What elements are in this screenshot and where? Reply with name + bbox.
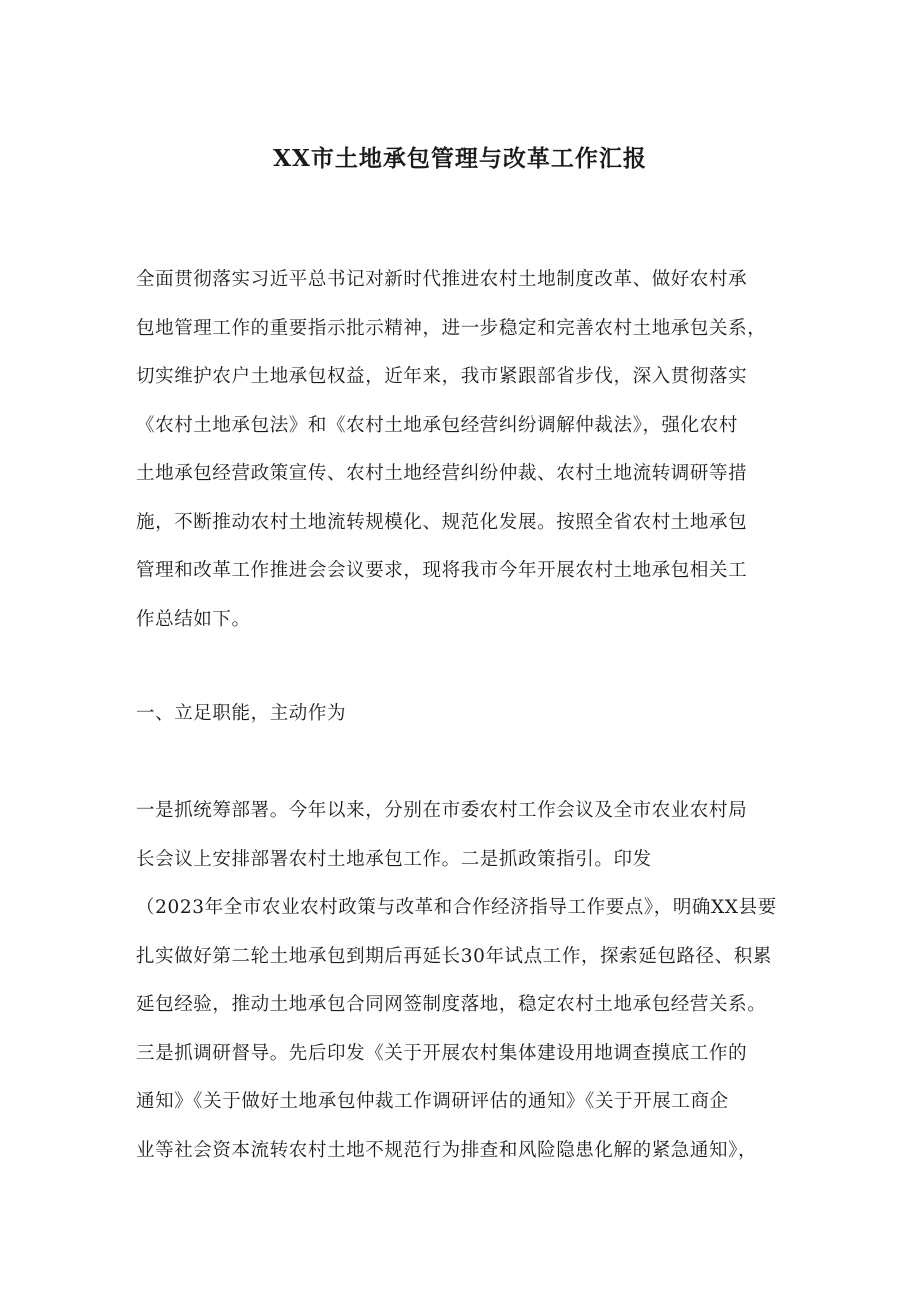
text-line: 土地承包经营政策宣传、农村土地经营纠纷仲裁、农村土地流转调研等措 xyxy=(136,463,748,484)
text-line: 业等社会资本流转农村土地不规范行为排查和风险隐患化解的紧急通知》， xyxy=(136,1139,758,1161)
text-line: 长会议上安排部署农村土地承包工作。二是抓政策指引。印发 xyxy=(136,848,652,870)
text-line: 管理和改革工作推进会会议要求，现将我市今年开展农村土地承包相关工 xyxy=(136,560,748,581)
text-line: 三是抓调研督导。先后印发《关于开展农村集体建设用地调查摸底工作的 xyxy=(136,1042,748,1064)
text-line: 扎实做好第二轮土地承包到期后再延长30年试点工作，探索延包路径、积累 xyxy=(136,945,772,967)
text-line: 切实维护农户土地承包权益，近年来，我市紧跟部省步伐，深入贯彻落实 xyxy=(136,366,748,387)
document-title: XX市土地承包管理与改革工作汇报 xyxy=(273,145,647,172)
text-line: 包地管理工作的重要指示批示精神，进一步稳定和完善农村土地承包关系， xyxy=(136,317,767,339)
text-line: 作总结如下。 xyxy=(136,608,251,630)
text-line: 《农村土地承包法》和《农村土地承包经营纠纷调解仲裁法》，强化农村 xyxy=(136,414,738,436)
text-line: 施，不断推动农村土地流转规模化、规范化发展。按照全省农村土地承包 xyxy=(136,511,748,533)
section-paragraph xyxy=(136,787,796,1175)
intro-paragraph xyxy=(136,256,796,644)
text-line: 延包经验，推动土地承包合同网签制度落地，稳定农村土地承包经营关系。 xyxy=(136,994,767,1015)
text-line: 一是抓统筹部署。今年以来，分别在市委农村工作会议及全市农业农村局 xyxy=(136,800,748,821)
section-heading: 一、立足职能，主动作为 xyxy=(136,703,347,724)
text-line: 通知》《关于做好土地承包仲裁工作调研评估的通知》《关于开展工商企 xyxy=(136,1091,729,1112)
text-line: 全面贯彻落实习近平总书记对新时代推进农村土地制度改革、做好农村承 xyxy=(136,269,748,290)
text-line: （2023年全市农业农村政策与改革和合作经济指导工作要点》，明确XX县要 xyxy=(136,897,777,918)
